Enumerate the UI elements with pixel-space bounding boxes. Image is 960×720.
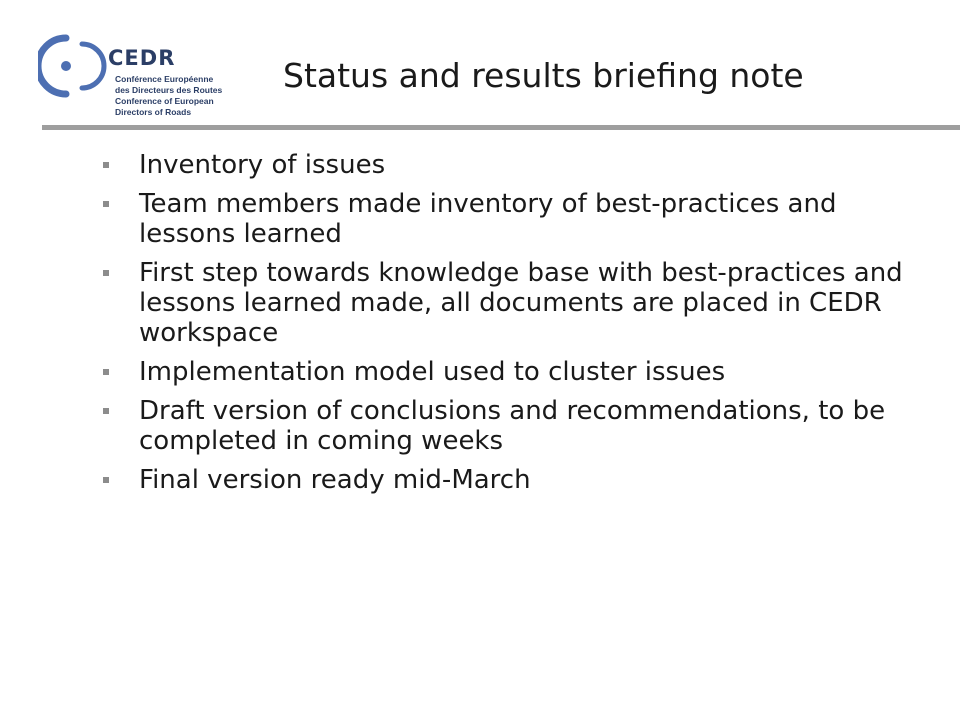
logo-text bbox=[115, 74, 222, 118]
bullet-text: Team members made inventory of best-practices and lessons learned bbox=[139, 189, 837, 249]
bullet-item bbox=[103, 189, 903, 249]
bullet-item bbox=[103, 150, 903, 180]
bullet-item bbox=[103, 396, 903, 456]
bullet-item bbox=[103, 258, 903, 348]
logo-line-3: Conference of European bbox=[115, 96, 214, 106]
bullet-marker-icon bbox=[103, 201, 109, 207]
bullet-item bbox=[103, 465, 903, 495]
bullet-marker-icon bbox=[103, 477, 109, 483]
bullet-text: Draft version of conclusions and recommendations, to be completed in coming weeks bbox=[139, 396, 886, 456]
bullet-marker-icon bbox=[103, 369, 109, 375]
bullet-text: Inventory of issues bbox=[139, 150, 386, 180]
bullet-item bbox=[103, 357, 903, 387]
title-divider bbox=[42, 125, 960, 130]
bullet-marker-icon bbox=[103, 408, 109, 414]
bullet-marker-icon bbox=[103, 162, 109, 168]
logo-line-1: Conférence Européenne bbox=[115, 74, 214, 84]
cedr-logo bbox=[38, 30, 238, 120]
slide-title: Status and results briefing note bbox=[283, 56, 804, 95]
bullet-list bbox=[103, 150, 903, 504]
bullet-marker-icon bbox=[103, 270, 109, 276]
bullet-text: Implementation model used to cluster issues bbox=[139, 357, 726, 387]
bullet-text: First step towards knowledge base with best-practices and lessons learned made, all documents are placed in CEDR workspace bbox=[139, 258, 903, 348]
logo-abbreviation: CEDR bbox=[108, 46, 176, 70]
logo-line-2: des Directeurs des Routes bbox=[115, 85, 223, 95]
bullet-text: Final version ready mid-March bbox=[139, 465, 531, 495]
logo-line-4: Directors of Roads bbox=[115, 107, 192, 117]
